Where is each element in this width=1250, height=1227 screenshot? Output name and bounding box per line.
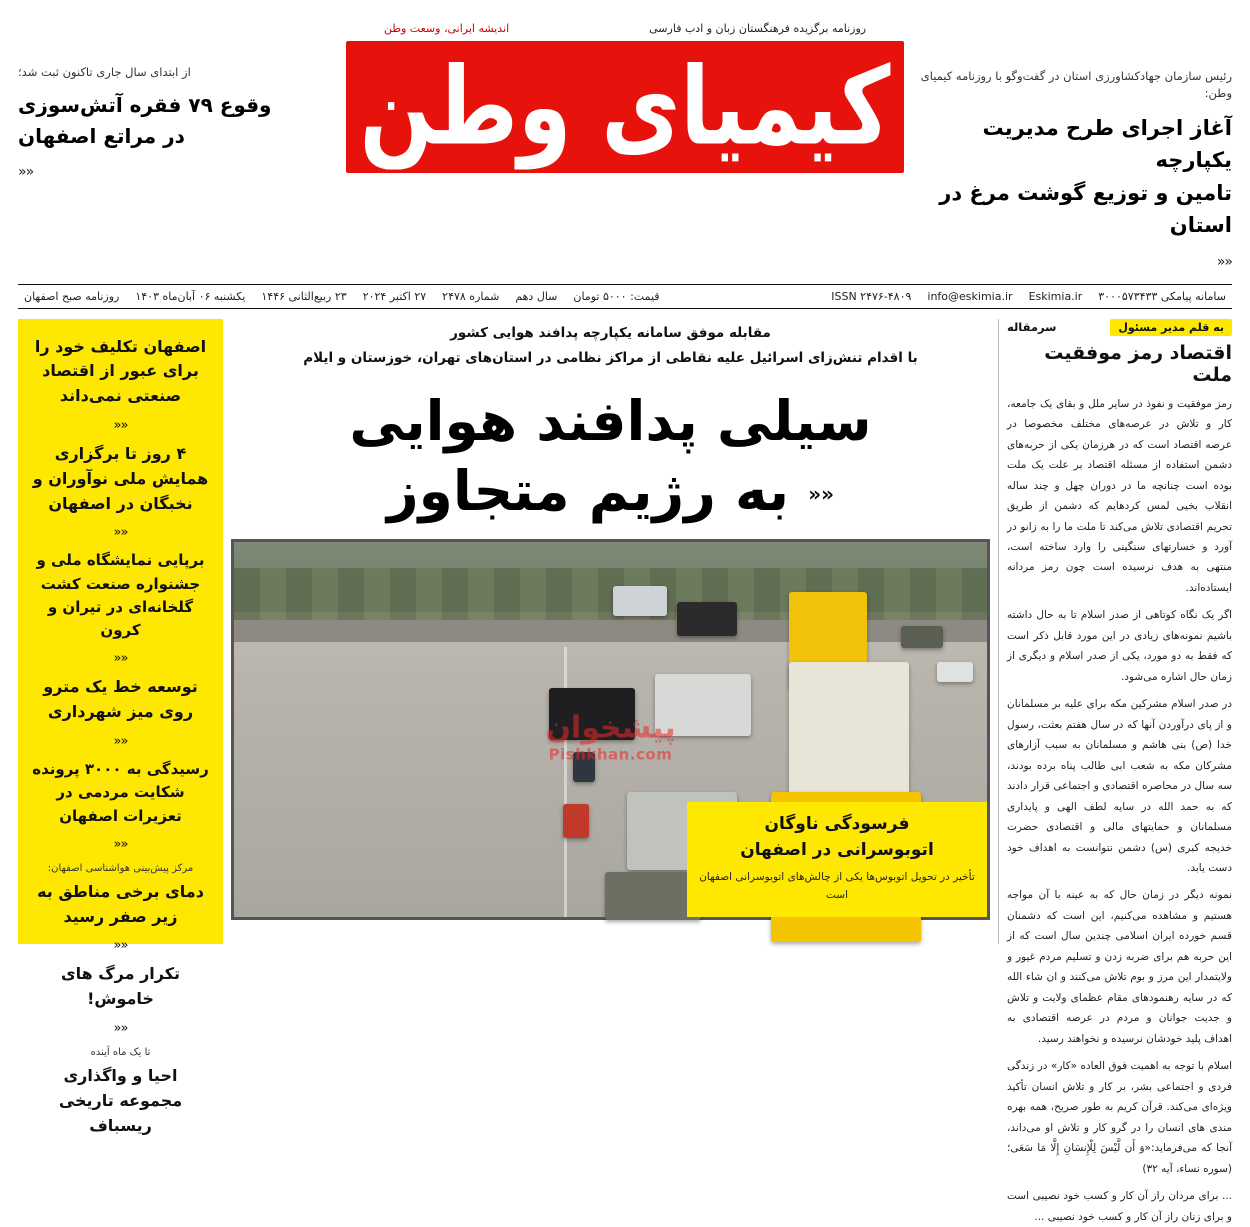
sidebar-item-7[interactable]	[28, 956, 213, 1014]
editorial-paragraph: اسلام با توجه به اهمیت فوق العاده «کار» در زندگی فردی و اجتماعی بشر، بر کار و تلاش انسان تأکید ویژه‌ای می‌کند. قرآن کریم به طور صریح، همه بهره مندی های انسان را در گرو کار و تلاش او می‌داند، آنجا که می‌فرماید:«وَ أَن لَّیْسَ لِلْإِنسَانِ إِلَّا مَا سَعَى؛ (سوره نساء، آیه ۳۲)	[1007, 1060, 1232, 1175]
lead-story-column	[231, 319, 1017, 944]
masthead-left-arrows-icon: ««	[18, 164, 34, 181]
masthead	[10, 0, 1240, 270]
editorial-paragraph: رمز موفقیت و نفوذ در سایر ملل و بقای یک جامعه، کار و تلاش در عرصه‌های مختلف مخصوصا در عرصه اقتصاد است که در هرزمان یکی از حربه‌های دشمن استفاده از مسئله اقتصاد بر علت یک ملت بوده است چنانچه ما در دوران چهل و چند ساله انقلاب بخیی لمس کردهایم که دشمن از طریق تحریم اقتصادی تلاش می‌کند تا ملت ما را به زانو در آورد و خسارتهای سنگینی را وارد ساخته است، منتهی به هدف نرسیده است چون رمز مردانه ایستاده‌اند.	[1007, 397, 1232, 594]
sidebar-separator-icon: ««	[113, 836, 128, 852]
masthead-left-headline-2: در مراتع اصفهان	[18, 124, 185, 149]
masthead-right-arrows-icon: ««	[1216, 253, 1232, 270]
masthead-left-headline-1: وقوع ۷۹ فقره آتش‌سوزی	[18, 93, 272, 118]
lead-arrows-icon: ««	[808, 482, 835, 507]
sidebar-item-2[interactable]	[28, 436, 213, 518]
sidebar-headlines	[18, 319, 223, 1135]
sidebar-item-title: ۴ روز تا برگزاری همایش ملی نوآوران و نخبگان در اصفهان	[32, 444, 209, 513]
main-content	[18, 319, 1232, 1223]
lead-headline-line-1: سیلی پدافند هوایی	[349, 388, 872, 453]
photo-caption-title-1: فرسودگی ناوگان	[764, 814, 910, 835]
photo-caption-title-2: اتوبوسرانی در اصفهان	[740, 839, 934, 860]
logo-motto: اندیشه ایرانی، وسعت وطن	[383, 22, 510, 35]
sidebar-item-title: رسیدگی به ۳۰۰۰ پرونده شکایت مردمی در تعزیرات اصفهان	[32, 760, 209, 825]
date-gregorian: ۲۷ اکتبر ۲۰۲۴	[362, 289, 427, 303]
editorial-paragraph: ... برای مردان راز آن کار و کسب خود نصیبی است و برای زنان راز آن کار و کسب خود نصیبی ...	[1007, 1190, 1232, 1223]
lead-kicker	[231, 321, 990, 372]
issue-number: شماره ۲۴۷۸	[442, 289, 500, 303]
photo-pickup	[655, 674, 751, 736]
editorial-paragraph: اگر یک نگاه کوتاهی از صدر اسلام تا به حال داشته باشیم نمونه‌های زیادی در این مورد قابل ذکر است که فقط به دو مورد، یکی از صدر اسلام و دیگری از زمان حال اشاره می‌شود.	[1007, 609, 1232, 683]
photo-sidewalk	[234, 620, 987, 642]
masthead-right-kicker: رئیس سازمان جهادکشاورزی استان در گفت‌وگو با روزنامه کیمیای وطن:	[920, 69, 1232, 101]
sidebar-item-title: تکرار مرگ های خاموش!	[60, 964, 181, 1009]
photo-motorcycle	[573, 752, 595, 782]
photo-car	[677, 602, 737, 636]
email-address[interactable]: info@eskimia.ir	[927, 289, 1013, 303]
editorial-tags	[1007, 319, 1232, 336]
sms-number: سامانه پیامکی ۳۰۰۰۵۷۳۴۳۳	[1098, 289, 1226, 303]
info-bar-left	[831, 290, 1226, 303]
sidebar-separator-icon: ««	[113, 1021, 128, 1036]
sidebar-item-3[interactable]	[28, 543, 213, 644]
editorial-paragraph: در صدر اسلام مشرکین مکه برای علیه بر مسلمانان و از پای درآوردن آنها که در سال هفتم بعثت، رسول خدا (ص) بنی هاشم و مسلمانان به سبب آزارهای مشرکان مکه به شعب ابی طالب پناه برده بودند، سه سال در محاصره اقتصادی و اجتماعی قرار دادند که به حمد الله در سایه لطف الهی و پایداری مسلمانان و حمایتهای مالی و اقتصادی حضرت خدیجه کبری (س) دشمن نتوانست به اهداف خود دست یابد.	[1007, 698, 1232, 874]
watermark-persian: پیشخوان	[545, 710, 676, 746]
sidebar-separator-icon: ««	[113, 651, 128, 667]
sidebar-item-5[interactable]	[28, 752, 213, 830]
sidebar-item-8[interactable]	[28, 1039, 213, 1140]
sidebar-item-6[interactable]	[28, 855, 213, 932]
publication-type: روزنامه صبح اصفهان	[24, 289, 120, 303]
lead-headline	[231, 386, 990, 527]
sidebar-yellow-panel	[18, 319, 223, 1135]
photo-trees	[234, 568, 987, 628]
sidebar-item-title: احیا و واگذاری مجموعه تاریخی ریسباف	[58, 1066, 183, 1135]
editorial-author-badge: به قلم مدیر مسئول	[1110, 319, 1232, 336]
masthead-left-kicker: از ابتدای سال جاری تاکنون ثبت شد؛	[18, 65, 191, 79]
lead-photo	[231, 539, 1017, 920]
price: قیمت: ۵۰۰۰ تومان	[573, 289, 660, 303]
logo-box	[346, 41, 903, 173]
date-persian: یکشنبه ۰۶ آبان‌ماه ۱۴۰۳	[135, 289, 246, 303]
logo-text: کیمیای وطن	[359, 44, 891, 170]
info-bar-right	[24, 290, 660, 303]
masthead-right-headline-1: آغاز اجرای طرح مدیریت یکپارچه	[982, 115, 1232, 173]
date-hijri: ۲۳ ربیع‌الثانی ۱۴۴۶	[261, 289, 347, 303]
photo-caption-subtitle: تأخیر در تحویل اتوبوس‌ها یکی از چالش‌های اتوبوسرانی اصفهان است	[699, 871, 975, 901]
newspaper-logo	[346, 22, 903, 173]
masthead-left-story	[18, 22, 346, 180]
sidebar-item-title: اصفهان تکلیف خود را برای عبور از اقتصاد صنعتی نمی‌داند	[34, 336, 207, 406]
photo-car	[901, 626, 943, 648]
sidebar-item-4[interactable]	[28, 669, 213, 727]
sidebar-item-title: دمای برخی مناطق به زیر صفر رسید	[37, 881, 204, 926]
sidebar-separator-icon: ««	[113, 938, 128, 954]
editorial-title: اقتصاد رمز موفقیت ملت	[1044, 341, 1232, 386]
watermark-english: Pishkhan.com	[548, 745, 673, 764]
logo-tagline-left: روزنامه برگزیده فرهنگستان زبان و ادب فارسی	[649, 22, 867, 35]
sidebar-separator-icon: ««	[113, 525, 128, 541]
sidebar-separator-icon: ««	[113, 734, 128, 750]
photo-car	[613, 586, 667, 616]
issn-code: ISSN ۲۴۷۶-۴۸۰۹	[831, 289, 912, 303]
publication-year: سال دهم	[515, 289, 558, 303]
editorial-body	[1007, 394, 1232, 1227]
lead-kicker-line-1: مقابله موفق سامانه یکپارچه پدافند هوایی کشور	[450, 324, 771, 341]
photo-car	[549, 688, 635, 740]
sidebar-separator-icon: ««	[113, 418, 128, 434]
photo-motorcycle	[563, 804, 589, 838]
lead-kicker-line-2: با اقدام تنش‌زای اسرائیل علیه نقاطی از مراکز نظامی در استان‌های تهران، خوزستان و ایلام	[303, 350, 918, 367]
sidebar-item-title: توسعه خط یک مترو روی میز شهرداری	[43, 677, 198, 722]
sidebar-item-kicker: مرکز پیش‌بینی هواشناسی اصفهان:	[47, 862, 194, 874]
lead-headline-line-2: به رژیم متجاوز	[386, 459, 790, 524]
editorial-section-label: سرمقاله	[1007, 320, 1057, 335]
masthead-right-story	[904, 22, 1232, 270]
logo-taglines	[346, 22, 903, 35]
photo-caption	[687, 802, 987, 917]
sidebar-item-1[interactable]	[28, 329, 213, 411]
sidebar-item-title: برپایی نمایشگاه ملی و جشنواره صنعت کشت گلخانه‌ای در تیران و کرون	[36, 551, 205, 640]
photo-credit: عکس: مهر	[1006, 667, 1017, 707]
editorial-column	[998, 319, 1232, 1223]
photo-car	[937, 662, 973, 682]
info-bar	[18, 284, 1232, 309]
website-url[interactable]: Eskimia.ir	[1028, 289, 1083, 303]
masthead-right-headline-2: تامین و توزیع گوشت مرغ در استان	[939, 180, 1232, 238]
sidebar-item-kicker: تا یک ماه آینده	[90, 1047, 151, 1058]
editorial-paragraph: نمونه دیگر در زمان حال که به عینه با آن مواجه هستیم و مشاهده می‌کنیم، این است که دشمنان قسم خورده ایران اسلامی چندین سال است که از این حربه هم برای ضربه زدن و تسلیم مردم غیور و ولایتمدار این مرز و بوم تلاش می‌کنند و ان شاء الله که در سایه رهنمودهای مقام عظمای ولایت و تلاش و جدیت جوانان و مردم در عرصه اقتصادی به اهداف پلید خودشان نرسیده و نخواهند رسید.	[1007, 889, 1232, 1045]
